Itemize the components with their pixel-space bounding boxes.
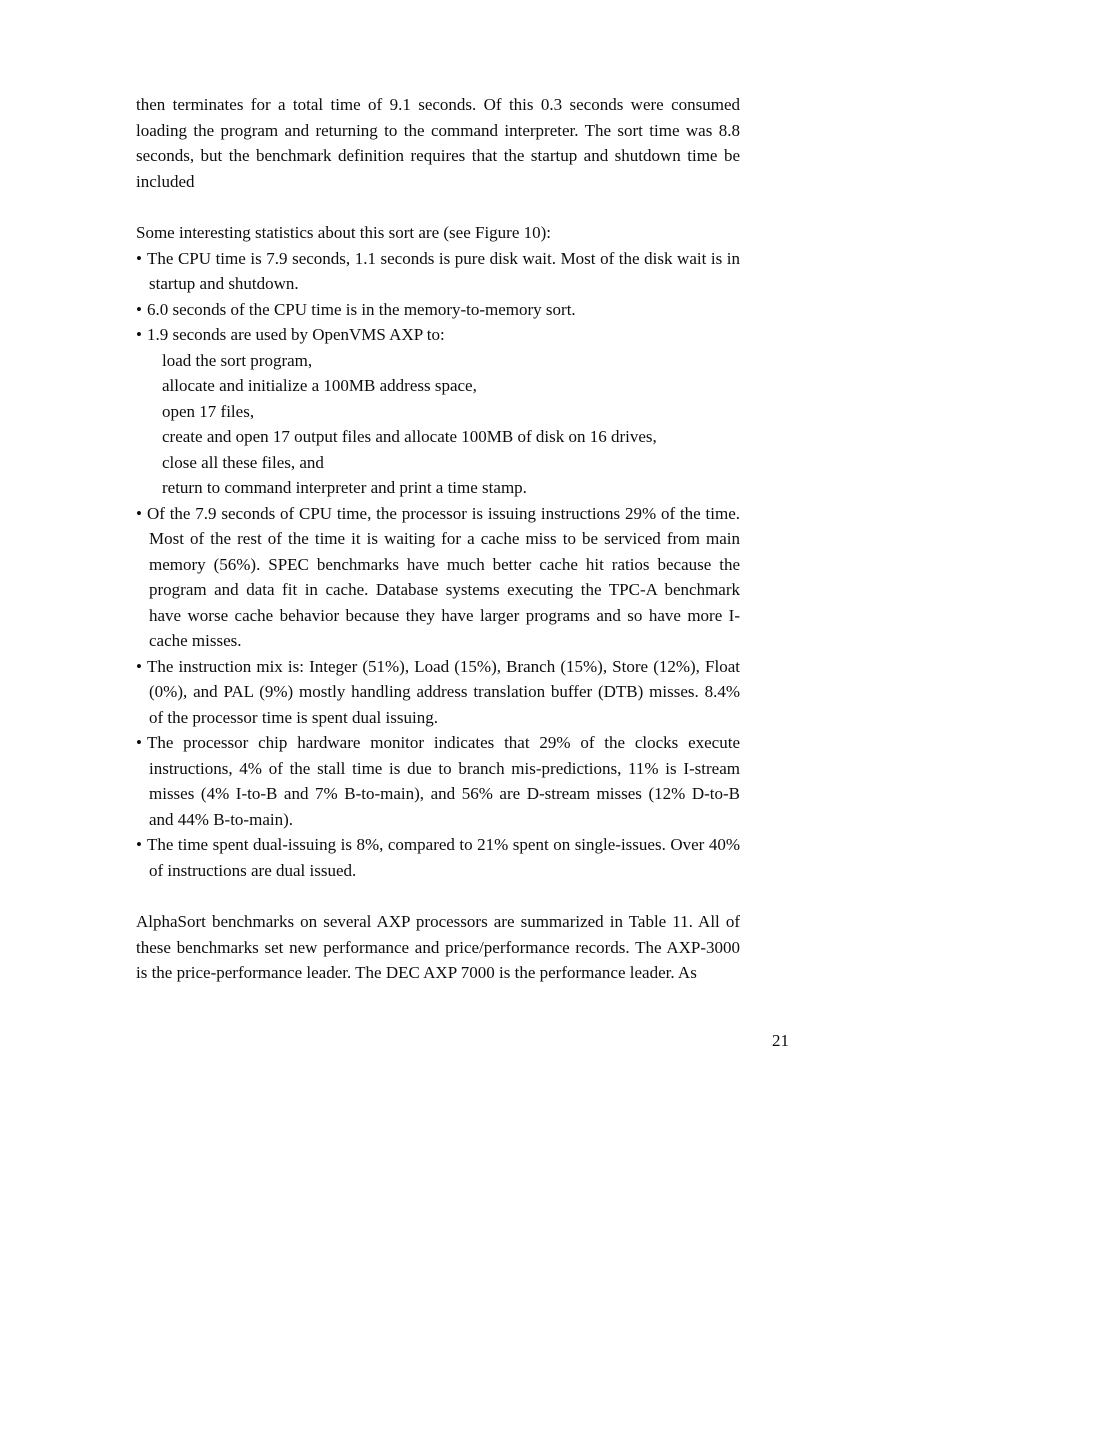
bullet-marker: • <box>136 733 142 752</box>
paragraph-gap <box>136 194 740 220</box>
bullet-marker: • <box>136 248 142 268</box>
sub-item-close-files: close all these files, and <box>162 452 324 472</box>
bullet-text: 1.9 seconds are used by OpenVMS AXP to: <box>146 325 445 344</box>
sub-item-open-files: open 17 files, <box>162 401 255 421</box>
paragraph-gap <box>136 883 740 909</box>
bullet-item-hardware-monitor <box>136 730 740 832</box>
page-number: 21 <box>772 1031 789 1050</box>
bullet-item-openvms <box>136 322 740 348</box>
sub-item-return-interpreter: return to command interpreter and print a time stamp. <box>162 478 527 497</box>
stats-intro-line: Some interesting statistics about this sort are (see Figure 10): <box>136 223 552 242</box>
paragraph-intro: then terminates for a total time of 9.1 seconds. Of this 0.3 seconds were consumed loading the program and returning to the command interpreter. The sort time was 8.8 seconds, but the benchmark definition requires that the startup and shutdown time be included <box>136 95 740 191</box>
bullet-text: The CPU time is 7.9 seconds, 1.1 seconds is pure disk wait. Most of the disk wait is in startup and shutdown. <box>146 248 740 293</box>
bullet-text: The instruction mix is: Integer (51%), Load (15%), Branch (15%), Store (12%), Float (0%), and PAL (9%) mostly handling address translation buffer (DTB) misses. 8.4% of the processor time is spent dual issuing. <box>146 656 740 727</box>
paragraph-closing: AlphaSort benchmarks on several AXP processors are summarized in Table 11. All of these benchmarks set new performance and price/performance records. The AXP-3000 is the price-performance leader. The DEC AXP 7000 is the performance leader. As <box>136 912 740 982</box>
sub-item-load-program: load the sort program, <box>162 350 313 370</box>
bullet-item-cache-miss <box>136 501 740 654</box>
bullet-marker: • <box>136 503 142 523</box>
bullet-text: The time spent dual-issuing is 8%, compared to 21% spent on single-issues. Over 40% of instructions are dual issued. <box>146 835 740 880</box>
bullet-text: Of the 7.9 seconds of CPU time, the processor is issuing instructions 29% of the time. Most of the rest of the time it is waiting for a cache miss to be serviced from main memory (56%). SPEC benchmarks have much better cache hit ratios because the program and data fit in cache. Database systems executing the TPC-A benchmark have worse cache behavior because they have larger programs and so have more I-cache misses. <box>146 503 740 650</box>
sub-item-allocate-space: allocate and initialize a 100MB address space, <box>162 376 477 395</box>
text-column <box>136 92 740 986</box>
bullet-item-instruction-mix <box>136 654 740 731</box>
bullet-marker: • <box>136 299 142 319</box>
bullet-text: The processor chip hardware monitor indicates that 29% of the clocks execute instructions, 4% of the stall time is due to branch mis-predictions, 11% is I-stream misses (4% I-to-B and 7% B-to-main), and 56% are D-stream misses (12% D-to-B and 44% B-to-main). <box>146 733 740 829</box>
bullet-item-dual-issuing <box>136 832 740 883</box>
bullet-marker: • <box>136 656 142 676</box>
bullet-text: 6.0 seconds of the CPU time is in the memory-to-memory sort. <box>146 299 576 319</box>
bullet-item-cpu-time <box>136 246 740 297</box>
bullet-marker: • <box>136 835 142 854</box>
bullet-marker: • <box>136 325 142 344</box>
bullet-item-memory-sort <box>136 297 740 323</box>
sub-item-create-output: create and open 17 output files and allocate 100MB of disk on 16 drives, <box>162 427 657 446</box>
